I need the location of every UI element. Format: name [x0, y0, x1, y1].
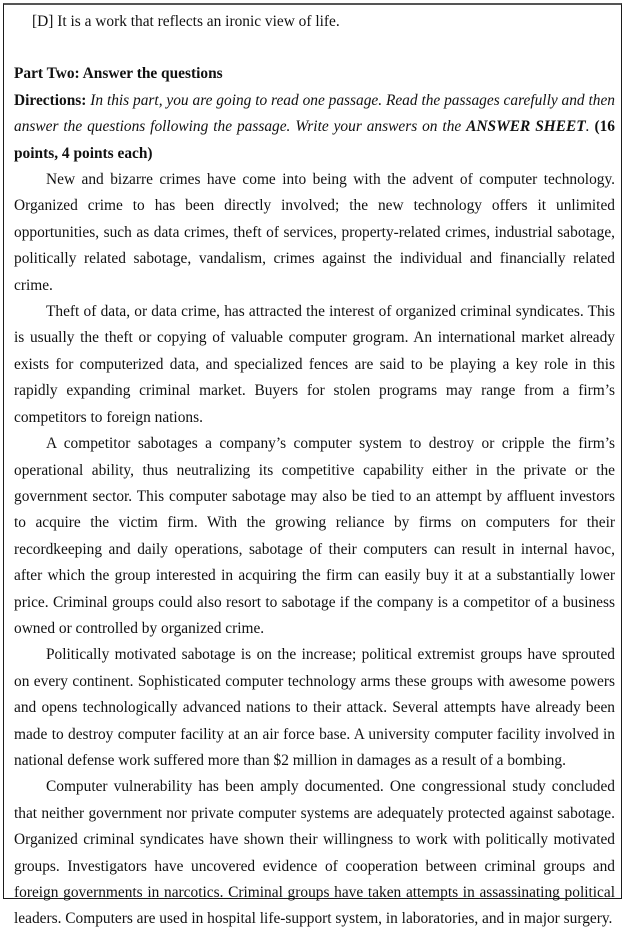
spacer — [14, 35, 615, 61]
directions — [14, 88, 615, 167]
passage-paragraph-5: Computer vulnerability has been amply documented. One congressional study concluded that neither government nor private computer systems are adequately protected against sabotage. Organized criminal syndicates have shown their willingness to work with politically motivated groups. Investigators have uncovered evidence of cooperation between criminal groups and foreign governments in narcotics. Criminal groups have taken attempts in assassinating political leaders. Computers are used in hospital life-support system, in laboratories, and in major surgery. — [14, 778, 615, 928]
passage-paragraph-4: Politically motivated sabotage is on the increase; political extremist groups have sprouted on every continent. Sophisticated computer technology arms these groups with awesome powers and opens technologically advanced nations to their attack. Several attempts have already been made to destroy computer facility at an air force base. A university computer facility involved in national defense work suffered more than $2 million in damages as a result of a bombing. — [14, 646, 615, 769]
answer-option-d: [D] It is a work that reflects an ironic view of life. — [32, 13, 340, 30]
part-heading: Part Two: Answer the questions — [14, 65, 223, 83]
exam-page — [3, 3, 622, 928]
page-content — [14, 9, 615, 933]
passage-paragraph-1: New and bizarre crimes have come into being with the advent of computer technology. Organized crime to has been directly involved; the new technology offers it unlimited opportunities, such as data crimes, theft of services, property-related crimes, industrial sabotage, politically related sabotage, vandalism, crimes against the individual and financially related crime. — [14, 171, 615, 294]
points-note: (16 points, 4 points each) — [14, 118, 615, 162]
answer-sheet-label: ANSWER SHEET — [466, 118, 586, 136]
passage-paragraph-3: A competitor sabotages a company’s computer system to destroy or cripple the firm’s operational ability, thus neutralizing its competitive capability either in the private or the government sector. This computer sabotage may also be tied to an attempt by affluent investors to acquire the victim firm. With the growing reliance by firms on computers for their recordkeeping and daily operations, sabotage of their computers can result in internal havoc, after which the group interested in acquiring the firm can easily buy it at a substantially lower price. Criminal groups could also resort to sabotage if the company is a competitor of a business owned or controlled by organized crime. — [14, 435, 615, 637]
passage-paragraph-2: Theft of data, or data crime, has attracted the interest of organized criminal syndicates. This is usually the theft or copying of valuable computer grogram. An international market already exists for computerized data, and specialized fences are said to be playing a key role in this rapidly expanding criminal market. Buyers for stolen programs may range from a firm’s competitors to foreign nations. — [14, 303, 615, 426]
directions-label: Directions: — [14, 91, 87, 109]
directions-text: In this part, you are going to read one passage. Read the passages carefully and then answer the questions following the passage. Write your answers on the — [14, 91, 615, 136]
directions-period: . — [585, 118, 595, 136]
